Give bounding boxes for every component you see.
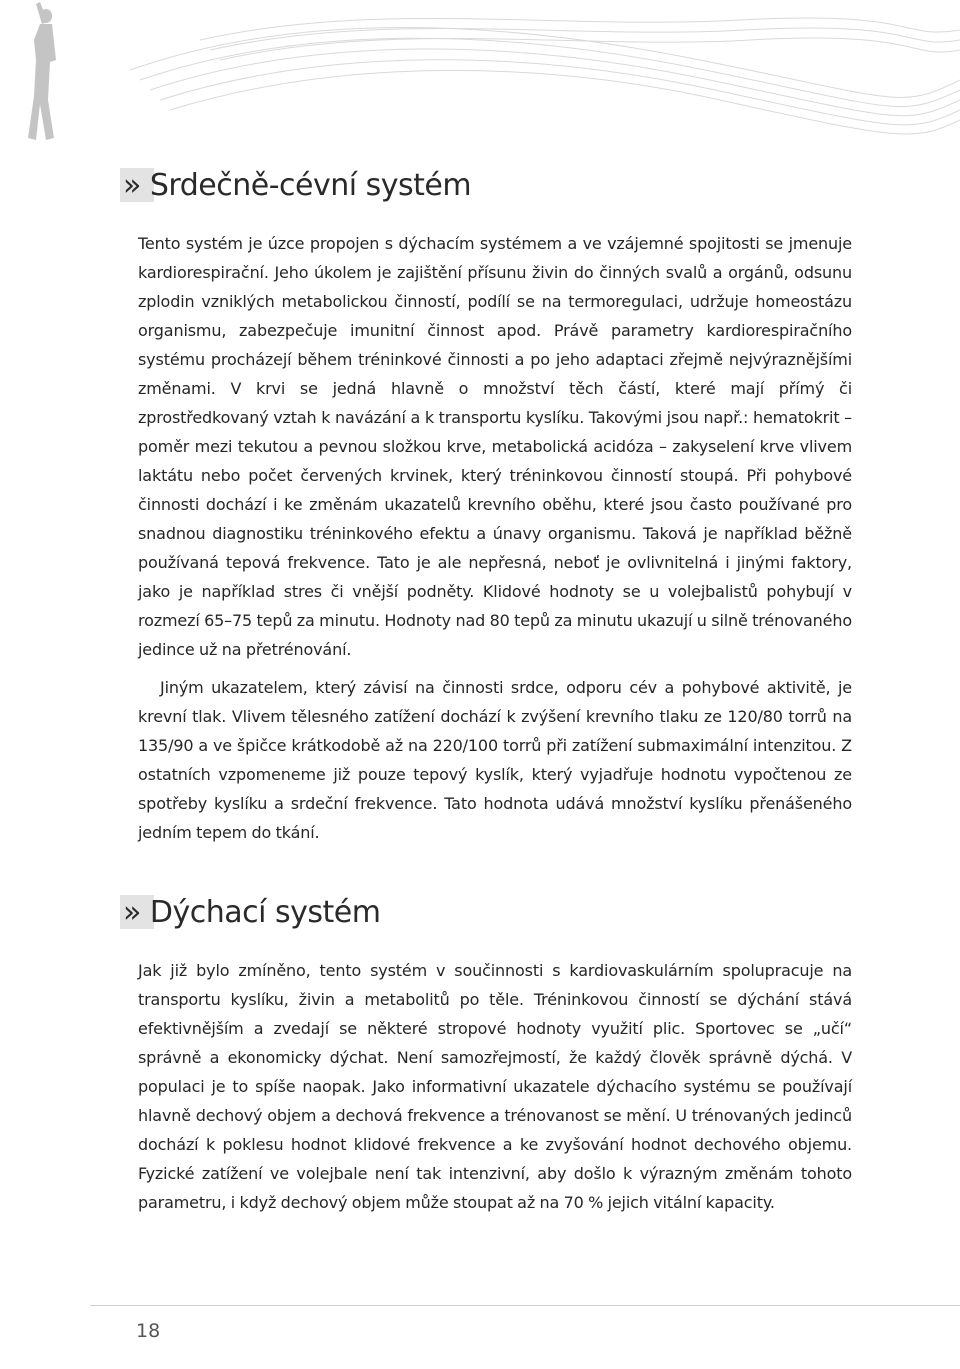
header-decoration xyxy=(0,0,960,160)
decorative-ribbon-lines xyxy=(130,18,960,134)
footer-divider xyxy=(90,1305,960,1306)
section-heading xyxy=(120,893,380,931)
body-paragraph: Jiným ukazatelem, který závisí na činnosti srdce, odporu cév a pohybové aktivitě, je krevní tlak. Vlivem tělesného zatížení dochází k zvýšení krevního tlaku ze 120/80 torrů na 135/90 a ve špičce krátkodobě až na 220/100 torrů při zatížení submaximální intenzitou. Z ostatních vzpomeneme již pouze tepový kyslík, který vyjadřuje hodnotu vypočtenou ze spotřeby kyslíku a srdeční frekvence. Tato hodnota udává množství kyslíku přenášeného jedním tepem do tkání. xyxy=(138,678,852,842)
section-heading xyxy=(120,166,471,204)
body-paragraph: Jak již bylo zmíněno, tento systém v součinnosti s kardiovaskulárním spolupracuje na transportu kyslíku, živin a metabolitů po těle. Tréninkovou činností se dýchání stává efektivnějším a zvedají se některé stropové hodnoty využití plic. Sportovec se „učí“ správně a ekonomicky dýchat. Není samozřejmostí, že každý člověk správně dýchá. V populaci je to spíše naopak. Jako informativní ukazatele dýchacího systému se používají hlavně dechový objem a dechová frekvence a trénovanost se mění. U trénovaných jedinců dochází k poklesu hodnot klidové frekvence a ke zvyšování hodnot dechového objemu. Fyzické zatížení ve volejbale není tak intenzivní, aby došlo k výrazným změnám tohoto parametru, i když dechový objem může stoupat až na 70 % jejich vitální kapacity. xyxy=(138,961,852,1212)
page-number: 18 xyxy=(136,1320,161,1342)
body-paragraph: Tento systém je úzce propojen s dýchacím systémem a ve vzájemné spojitosti se jmenuje kardiorespirační. Jeho úkolem je zajištění přísunu živin do činných svalů a orgánů, odsunu zplodin vzniklých metabolickou činností, podílí se na termoregulaci, udržuje homeostázu organismu, zabezpečuje imunitní činnost apod. Právě parametry kardiorespiračního systému procházejí během tréninkové činnosti a po jeho adaptaci zřejmě nejvýraznějšími změnami. V krvi se jedná hlavně o množství těch částí, které mají přímý či zprostředkovaný vztah k navázání a k transportu kyslíku. Takovými jsou např.: hematokrit – poměr mezi tekutou a pevnou složkou krve, metabolická acidóza – zakyselení krve vlivem laktátu nebo počet červených krvinek, který tréninkovou činností stoupá. Při pohybové činnosti dochází i ke změnám ukazatelů krevního oběhu, které jsou často používané pro snadnou diagnostiku tréninkového efektu a únavy organismu. Taková je například běžně používaná tepová frekvence. Tato je ale nepřesná, neboť je ovlivnitelná i jinými faktory, jako je například stres či vnější podněty. Klidové hodnoty se u volejbalistů pohybují v rozmezí 65–75 tepů za minutu. Hodnoty nad 80 tepů za minutu ukazují u silně trénovaného jedince už na přetrénování. xyxy=(138,234,852,659)
volleyball-player-silhouette-icon xyxy=(28,2,56,140)
section-title: » Dýchací systém xyxy=(123,894,381,930)
section-title: » Srdečně-cévní systém xyxy=(123,167,472,203)
